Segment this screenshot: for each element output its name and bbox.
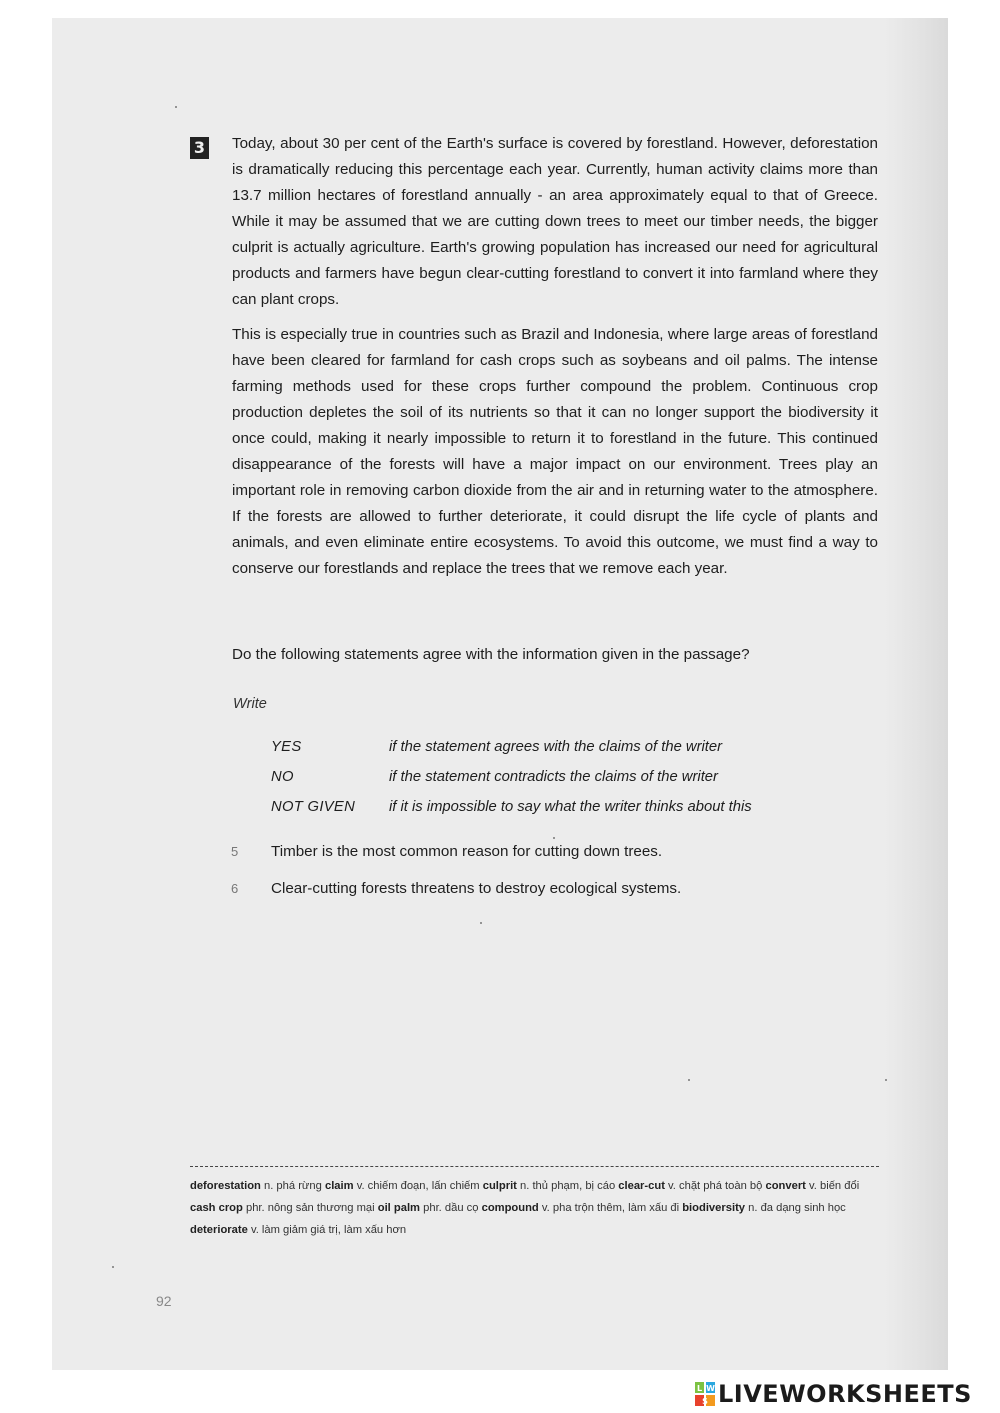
glossary-term: deforestation — [190, 1180, 261, 1192]
glossary-definition: phr. nông sản thương mại — [245, 1202, 378, 1214]
svg-text:L: L — [696, 1384, 703, 1393]
glossary-definition: v. biến đổi — [809, 1180, 860, 1192]
legend-key: YES — [271, 739, 302, 755]
scan-speck — [112, 1266, 114, 1268]
scan-speck — [175, 106, 177, 108]
liveworksheets-logo-icon — [695, 1382, 715, 1406]
page-number: 92 — [156, 1293, 172, 1309]
question-list — [231, 841, 681, 915]
legend-description: if the statement contradicts the claims of the writer — [389, 769, 718, 785]
scan-speck — [480, 922, 482, 924]
svg-text:S: S — [702, 1397, 708, 1406]
glossary-term: oil palm — [377, 1202, 421, 1214]
section-marker: 3 — [190, 137, 209, 159]
scan-speck — [885, 1079, 887, 1081]
svg-text:W: W — [706, 1384, 715, 1393]
glossary-term: clear-cut — [618, 1180, 665, 1192]
legend-row — [271, 736, 752, 766]
liveworksheets-brand[interactable] — [695, 1380, 972, 1408]
legend-key: NO — [271, 769, 294, 785]
glossary-term: culprit — [482, 1180, 517, 1192]
glossary-definition: phr. dầu cọ — [423, 1202, 482, 1214]
write-label: Write — [233, 696, 267, 712]
question-number: 5 — [231, 844, 239, 859]
glossary — [190, 1175, 879, 1241]
legend-description: if the statement agrees with the claims of the writer — [389, 739, 723, 755]
glossary-term: biodiversity — [682, 1202, 746, 1214]
answer-key-legend — [271, 736, 752, 826]
instruction-prompt: Do the following statements agree with the information given in the passage? — [232, 646, 750, 663]
glossary-definition: v. chặt phá toàn bộ — [668, 1180, 766, 1192]
footnote-divider — [190, 1166, 879, 1167]
reading-passage — [232, 131, 878, 591]
question-text: Clear-cutting forests threatens to destroy ecological systems. — [271, 880, 682, 897]
glossary-definition: v. chiếm đoạn, lấn chiếm — [356, 1180, 483, 1192]
legend-row — [271, 796, 752, 826]
glossary-term: deteriorate — [190, 1224, 248, 1236]
page-edge-shadow — [884, 18, 948, 1370]
glossary-definition: v. pha trộn thêm, làm xấu đi — [541, 1202, 683, 1214]
question-text: Timber is the most common reason for cutting down trees. — [271, 843, 663, 860]
passage-paragraph: Today, about 30 per cent of the Earth's surface is covered by forestland. However, deforestation is dramatically reducing this percentage each year. Currently, human activity claims more than 13.7 million hectares of forestland annually - an area approximately equal to that of Greece. While it may be assumed that we are cutting down trees to meet our timber needs, the bigger culprit is actually agriculture. Earth's growing population has increased our need for agricultural products and farmers have begun clear-cutting forestland to convert it into farmland where they can plant crops. — [232, 135, 878, 308]
glossary-term: convert — [765, 1180, 806, 1192]
glossary-definition: n. phá rừng — [263, 1180, 325, 1192]
scan-speck — [688, 1079, 690, 1081]
glossary-term: compound — [481, 1202, 539, 1214]
legend-row — [271, 766, 752, 796]
glossary-term: claim — [324, 1180, 354, 1192]
legend-description: if it is impossible to say what the writer thinks about this — [389, 799, 752, 815]
glossary-term: cash crop — [190, 1202, 243, 1214]
question-item — [231, 878, 681, 915]
passage-paragraph: This is especially true in countries such as Brazil and Indonesia, where large areas of forestland have been cleared for farmland for cash crops such as soybeans and oil palms. The intense farming methods used for these crops further compound the problem. Continuous crop production depletes the soil of its nutrients so that it can no longer support the biodiversity it once could, making it nearly impossible to return it to forestland in the future. This continued disappearance of the forests will have a major impact on our environment. Trees play an important role in removing carbon dioxide from the air and in returning water to the atmosphere. If the forests are allowed to further deteriorate, it could disrupt the life cycle of plants and animals, and even eliminate entire ecosystems. To avoid this outcome, we must find a way to conserve our forestlands and replace the trees that we remove each year. — [232, 326, 878, 577]
glossary-definition: v. làm giảm giá trị, làm xấu hơn — [250, 1224, 407, 1236]
glossary-definition: n. thủ phạm, bị cáo — [520, 1180, 619, 1192]
legend-key: NOT GIVEN — [271, 799, 356, 815]
question-number: 6 — [231, 881, 239, 896]
question-item — [231, 841, 681, 878]
glossary-definition: n. đa dạng sinh học — [748, 1202, 846, 1214]
brand-name: LIVEWORKSHEETS — [718, 1380, 972, 1408]
scan-speck — [553, 837, 555, 839]
